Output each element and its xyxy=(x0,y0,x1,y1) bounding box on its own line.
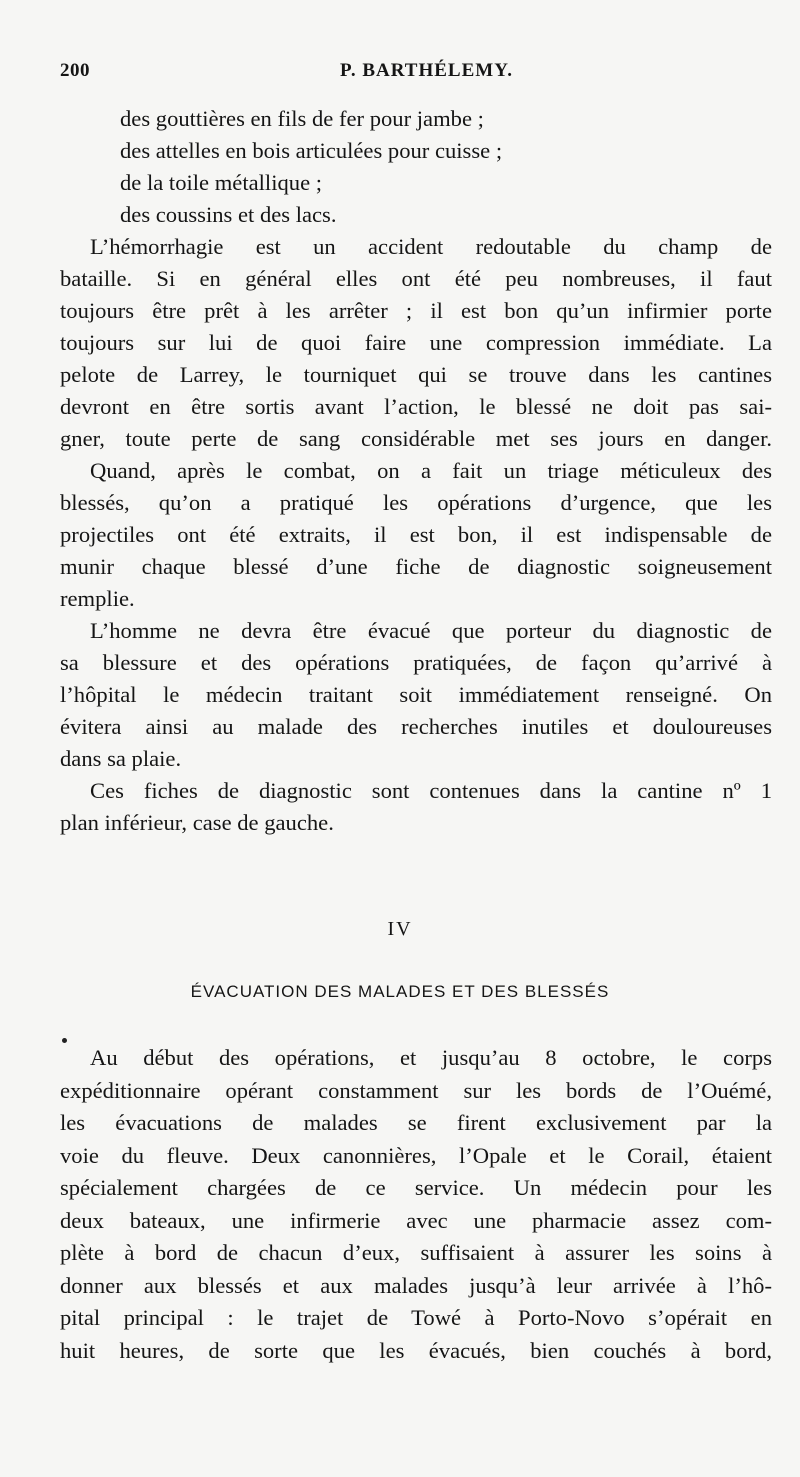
text-line: les évacuations de malades se firent exclusivement par la xyxy=(60,1110,772,1135)
text-line: évitera ainsi au malade des recherches inutiles et douloureuses xyxy=(60,714,772,739)
text-line: Quand, après le combat, on a fait un triage méticuleux des xyxy=(90,458,772,483)
text-line: expéditionnaire opérant constamment sur les bords de l’Ouémé, xyxy=(60,1077,772,1103)
text-line: dans sa plaie. xyxy=(60,746,182,771)
equipment-list xyxy=(60,103,772,231)
text-line: Ces fiches de diagnostic sont contenues dans la cantine nº 1 xyxy=(90,778,772,803)
text-line: pelote de Larrey, le tourniquet qui se trouve dans les cantines xyxy=(60,362,772,387)
text-line: Au début des opérations, et jusqu’au 8 octobre, le corps xyxy=(90,1045,772,1070)
text-line: gner, toute perte de sang considérable met ses jours en danger. xyxy=(60,426,772,451)
text-line: L’hémorrhagie est un accident redoutable du champ de xyxy=(90,234,772,259)
text-line: toujours sur lui de quoi faire une compression immédiate. La xyxy=(60,330,772,355)
paragraph-fiches xyxy=(60,775,772,839)
running-title: P. BARTHÉLEMY. xyxy=(340,60,513,81)
list-item: des coussins et des lacs. xyxy=(120,202,337,227)
text-line: remplie. xyxy=(60,586,135,611)
paragraph-hemorrhage xyxy=(60,231,772,455)
page-number: 200 xyxy=(60,60,90,81)
list-item: des attelles en bois articulées pour cuisse ; xyxy=(120,138,503,163)
text-line: sa blessure et des opérations pratiquées, de façon qu’arrivé à xyxy=(60,650,772,675)
body-text-upper xyxy=(60,103,772,839)
text-line: blessés, qu’on a pratiqué les opérations d’urgence, que les xyxy=(60,490,772,515)
list-item: des gouttières en fils de fer pour jambe ; xyxy=(120,106,484,131)
text-line: bataille. Si en général elles ont été peu nombreuses, il faut xyxy=(60,266,772,291)
paragraph-evacuation-diagnosis xyxy=(60,615,772,775)
text-line: donner aux blessés et aux malades jusqu’à leur arrivée à l’hô- xyxy=(60,1272,772,1298)
text-line: l’hôpital le médecin traitant soit immédiatement renseigné. On xyxy=(60,682,772,707)
text-line: plète à bord de chacun d’eux, suffisaient à assurer les soins à xyxy=(60,1240,772,1265)
text-line: pital principal : le trajet de Towé à Porto-Novo s’opérait en xyxy=(60,1305,772,1330)
text-line: L’homme ne devra être évacué que porteur du diagnostic de xyxy=(90,618,772,643)
text-line: deux bateaux, une infirmerie avec une pharmacie assez com- xyxy=(60,1207,772,1233)
list-item: de la toile métallique ; xyxy=(120,170,323,195)
running-header xyxy=(60,60,772,88)
paragraph-river-evacuation xyxy=(60,1042,772,1367)
text-line: toujours être prêt à les arrêter ; il est bon qu’un infirmier porte xyxy=(60,298,772,323)
text-line: huit heures, de sorte que les évacués, bien couchés à bord, xyxy=(60,1337,772,1363)
text-line: spécialement chargées de ce service. Un médecin pour les xyxy=(60,1175,772,1200)
text-line: devront en être sortis avant l’action, le blessé ne doit pas sai- xyxy=(60,394,772,419)
text-line: voie du fleuve. Deux canonnières, l’Opale et le Corail, étaient xyxy=(60,1142,772,1168)
section-number: IV xyxy=(387,918,413,940)
text-line: plan inférieur, case de gauche. xyxy=(60,810,334,835)
text-line: munir chaque blessé d’une fiche de diagnostic soigneusement xyxy=(60,554,772,579)
section-title: ÉVACUATION DES MALADES ET DES BLESSÉS xyxy=(190,982,610,1001)
body-text-lower xyxy=(60,1042,772,1367)
text-line: projectiles ont été extraits, il est bon, il est indispensable de xyxy=(60,522,772,547)
paragraph-triage xyxy=(60,455,772,615)
